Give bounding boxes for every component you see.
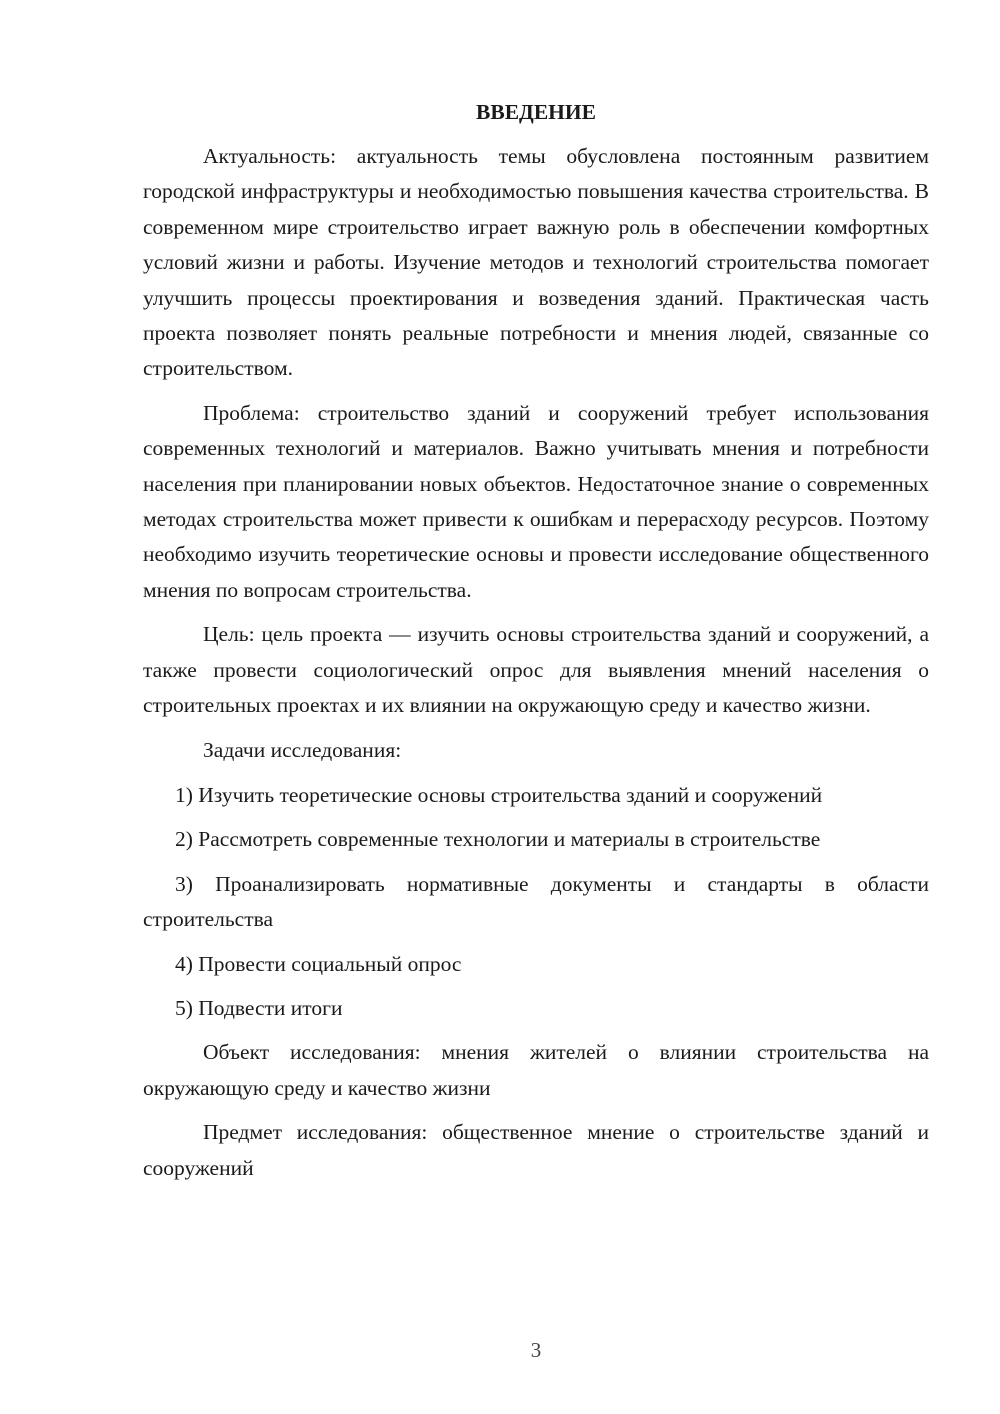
page-number: 3 bbox=[530, 1338, 542, 1362]
goal-paragraph: Цель: цель проекта — изучить основы строительства зданий и сооружений, а также провести социологический опрос для выявления мнений населения о строительных проектах и их влиянии на окружающую среду и качество жизни. bbox=[143, 622, 929, 718]
page-title: ВВЕДЕНИЕ bbox=[476, 100, 596, 124]
task-item-1: 1) Изучить теоретические основы строительства зданий и сооружений bbox=[175, 782, 823, 807]
problem-paragraph: Проблема: строительство зданий и сооружений требует использования современных технологий и материалов. Важно учитывать мнения и потребности населения при планировании новых объектов. Недостаточное знание о современных методах строительства может привести к ошибкам и перерасходу ресурсов. Поэтому необходимо изучить теоретические основы и провести исследование общественного мнения по вопросам строительства. bbox=[143, 400, 929, 602]
task-item-3: 3) Проанализировать нормативные документы и стандарты в области строительства bbox=[143, 871, 929, 932]
task-item-5: 5) Подвести итоги bbox=[175, 995, 343, 1020]
tasks-heading: Задачи исследования: bbox=[203, 737, 402, 762]
task-item-4: 4) Провести социальный опрос bbox=[175, 951, 462, 976]
task-item-2: 2) Рассмотреть современные технологии и материалы в строительстве bbox=[175, 827, 821, 852]
page-content bbox=[143, 95, 929, 1195]
object-paragraph: Объект исследования: мнения жителей о влиянии строительства на окружающую среду и качество жизни bbox=[143, 1040, 929, 1100]
relevance-paragraph: Актуальность: актуальность темы обусловлена постоянным развитием городской инфраструктуры и необходимостью повышения качества строительства. В современном мире строительство играет важную роль в обеспечении комфортных условий жизни и работы. Изучение методов и технологий строительства помогает улучшить процессы проектирования и возведения зданий. Практическая часть проекта позволяет понять реальные потребности и мнения людей, связанные со строительством. bbox=[143, 144, 929, 381]
subject-paragraph: Предмет исследования: общественное мнение о строительстве зданий и сооружений bbox=[143, 1120, 929, 1180]
